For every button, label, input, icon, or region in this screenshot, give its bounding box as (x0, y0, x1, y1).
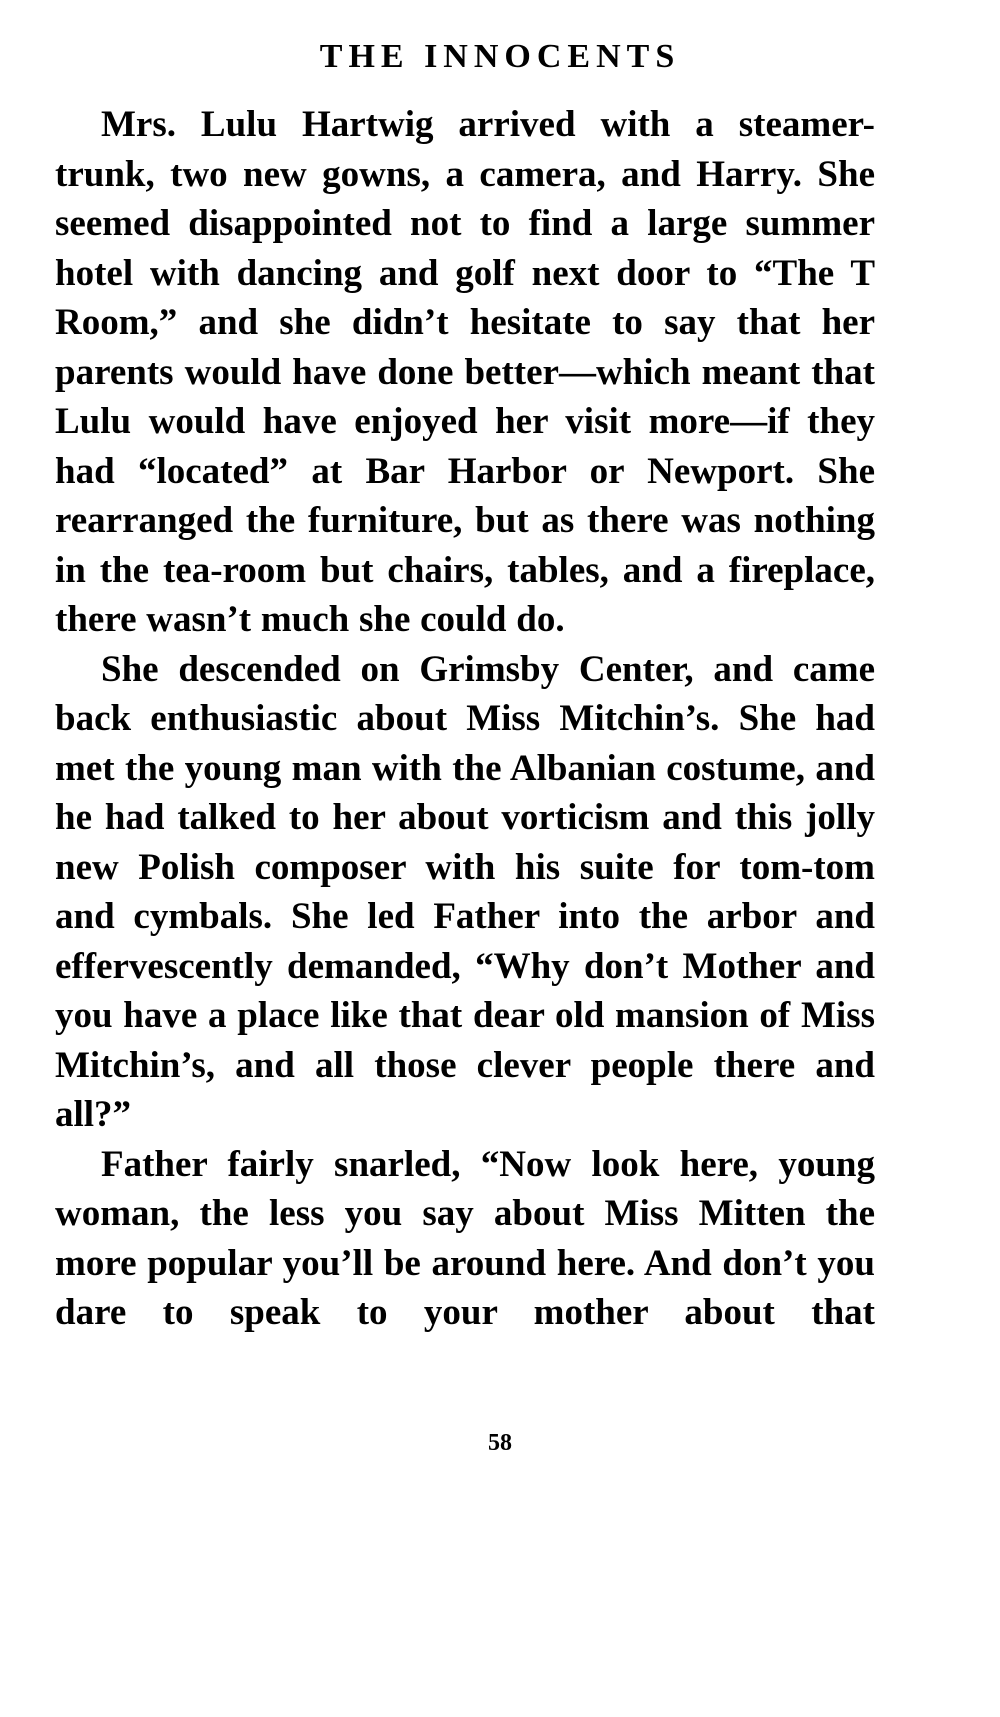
body-text (55, 100, 875, 1338)
paragraph: She descended on Grimsby Center, and came back enthusiastic about Miss Mitchin’s. She had met the young man with the Albanian costume, and he had talked to her about vorticism and this jolly new Polish composer with his suite for tom-tom and cymbals. She led Father into the arbor and effervescently demanded, “Why don’t Mother and you have a place like that dear old mansion of Miss Mitchin’s, and all those clever people there and all?” (55, 648, 875, 1135)
page-number: 58 (488, 1430, 512, 1456)
running-head: THE INNOCENTS (319, 38, 681, 75)
paragraph: Father fairly snarled, “Now look here, young woman, the less you say about Miss Mitten the more popular you’ll be around here. And don’t you dare to speak to your mother about that (55, 1143, 875, 1333)
paragraph: Mrs. Lulu Hartwig arrived with a steamer-trunk, two new gowns, a camera, and Harry. She seemed disappointed not to find a large summer hotel with dancing and golf next door to “The T Room,” and she didn’t hesitate to say that her parents would have done better—which meant that Lulu would have enjoyed her visit more—if they had “located” at Bar Harbor or Newport. She rearranged the furniture, but as there was nothing in the tea-room but chairs, tables, and a fireplace, there wasn’t much she could do. (55, 104, 875, 640)
